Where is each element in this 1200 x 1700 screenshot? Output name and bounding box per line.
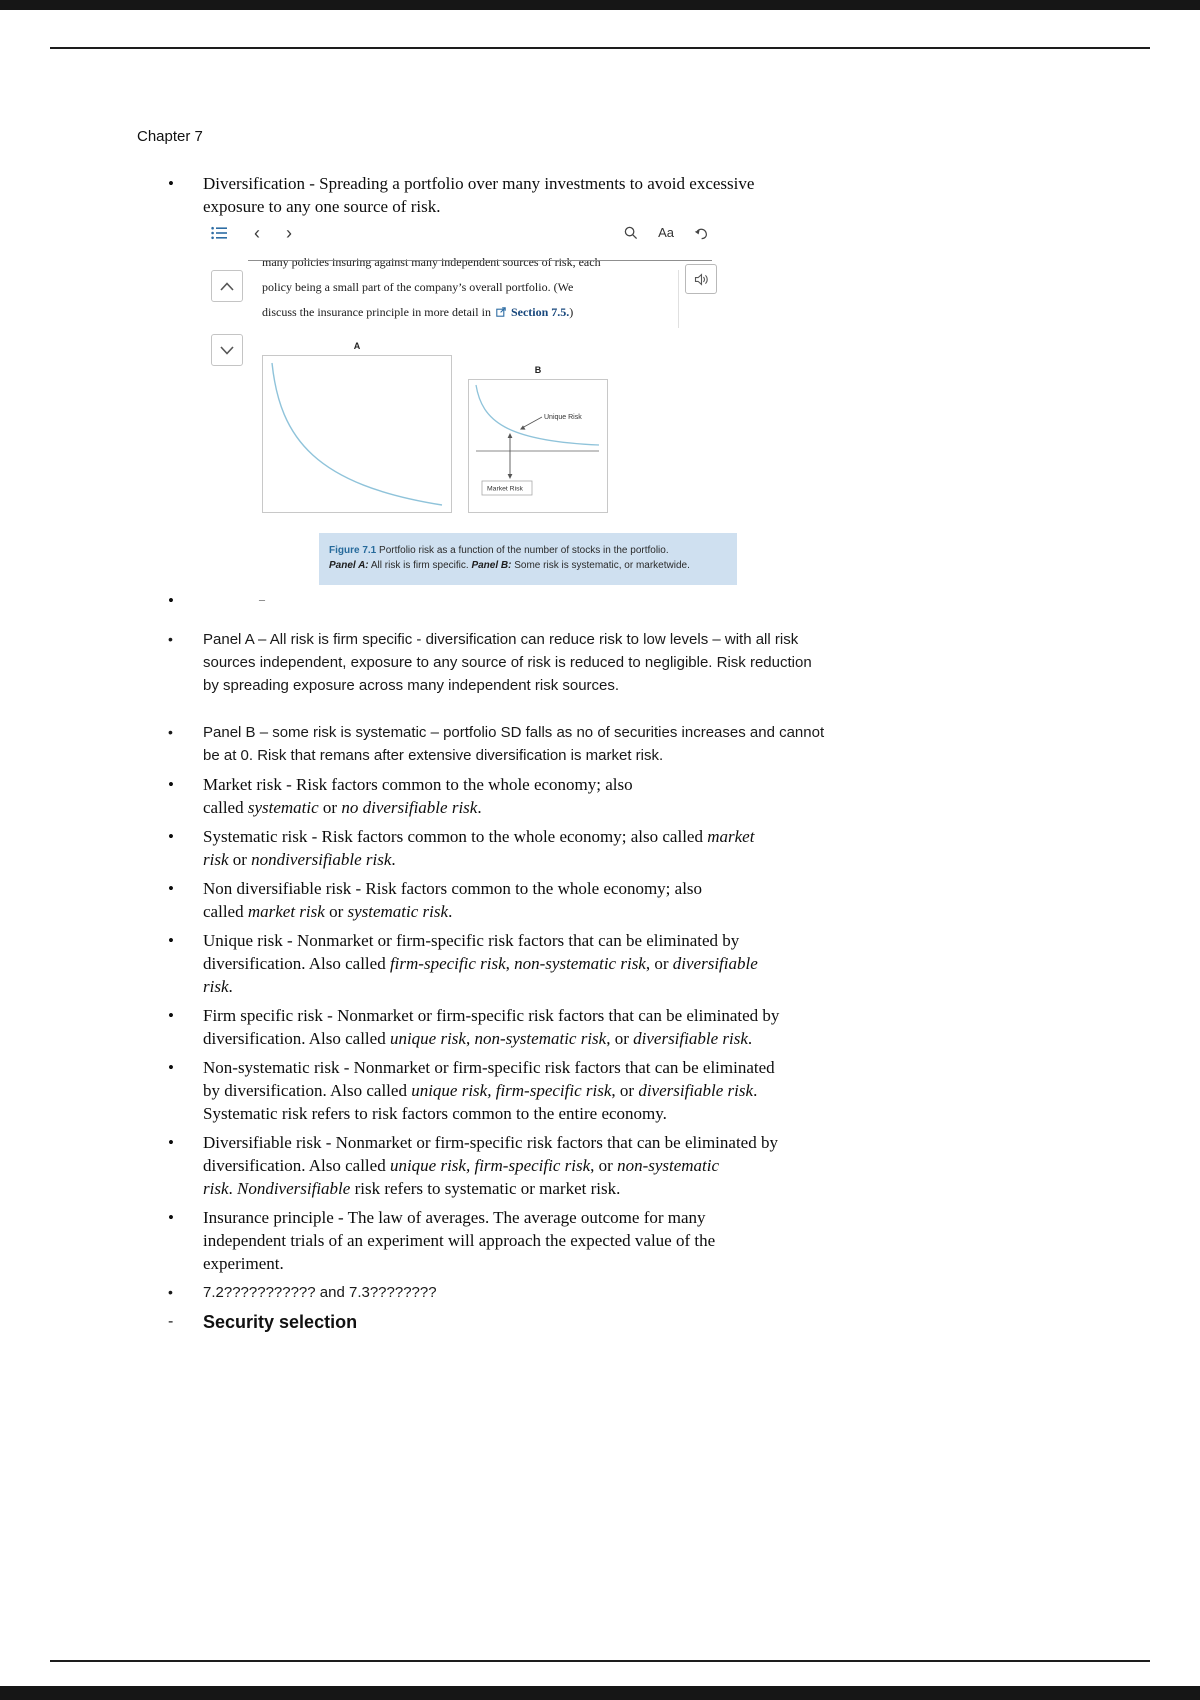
bullet-marker: • xyxy=(168,827,174,846)
notes-list-bottom xyxy=(137,589,1057,1334)
scroll-up-button[interactable] xyxy=(211,270,243,302)
bullet-text: – xyxy=(259,592,265,606)
page-top-rule xyxy=(50,47,1150,49)
figure-caption-label: Figure 7.1 xyxy=(329,545,377,556)
panel-b-chart xyxy=(468,379,608,513)
figure-panels xyxy=(262,340,666,513)
panel-a-caption-text: All risk is firm specific. xyxy=(370,560,469,571)
page-content xyxy=(137,128,1057,1340)
reader-toolbar-right xyxy=(624,226,709,240)
bullet-text: Unique risk - Nonmarket or firm-specific risk factors that can be eliminated by diversification. Also called firm-specific risk, non-systematic risk, or diversifiable risk. xyxy=(203,931,758,996)
bullet-text: Non diversifiable risk - Risk factors common to the whole economy; also called market risk or systematic risk. xyxy=(203,879,703,921)
bullet-text: Panel A – All risk is firm specific - diversification can reduce risk to low levels – with all risk sources independent, exposure to any source of risk is reduced to negligible. Risk reduction by spreading exposure across many independent risk sources. xyxy=(203,631,812,694)
undo-icon[interactable] xyxy=(694,227,709,240)
bullet-marker: - xyxy=(168,1313,174,1330)
search-icon[interactable] xyxy=(624,226,638,240)
reader-toolbar xyxy=(205,224,717,248)
bullet-marker: • xyxy=(168,931,174,950)
reader-toolbar-left xyxy=(211,224,292,242)
bullet-text: Non-systematic risk - Nonmarket or firm-specific risk factors that can be eliminated by diversification. Also called unique risk, firm-specific risk, or diversifiable risk. Systematic risk refers to risk factors common to the entire economy. xyxy=(203,1058,775,1123)
list-item xyxy=(137,1056,1057,1125)
toc-icon[interactable] xyxy=(211,226,228,240)
section-link[interactable]: Section 7.5. xyxy=(510,305,570,319)
viewer-top-bar xyxy=(0,0,1200,10)
list-item xyxy=(137,1310,1057,1334)
bullet-text: Systematic risk - Risk factors common to the whole economy; also called market risk or nondiversifiable risk. xyxy=(203,827,755,869)
bullet-marker: • xyxy=(168,1058,174,1077)
list-item xyxy=(137,1206,1057,1275)
reader-text-column xyxy=(262,250,690,585)
list-item xyxy=(137,721,1057,767)
list-item xyxy=(137,825,1057,871)
bullet-text: Market risk - Risk factors common to the whole economy; also called systematic or no diversifiable risk. xyxy=(203,775,633,817)
list-item xyxy=(137,1004,1057,1050)
panel-a-caption-label: Panel A: xyxy=(329,560,369,571)
panel-b-caption-label: Panel B: xyxy=(471,560,512,571)
reader-pane-divider xyxy=(678,270,679,328)
bullet-marker: • xyxy=(168,1006,174,1025)
bullet-text: Diversification - Spreading a portfolio over many investments to avoid excessive exposure to any one source of risk. xyxy=(203,174,755,216)
svg-text:Market Risk: Market Risk xyxy=(487,485,523,493)
bullet-text: Firm specific risk - Nonmarket or firm-specific risk factors that can be eliminated by diversification. Also called unique risk, non-systematic risk, or diversifiable risk. xyxy=(203,1006,780,1048)
list-item xyxy=(137,929,1057,998)
bullet-marker: • xyxy=(168,879,174,898)
panel-b-letter: B xyxy=(534,365,542,375)
list-item xyxy=(137,1131,1057,1200)
paragraph-line: policy being a small part of the company’s overall portfolio. (We xyxy=(262,280,574,294)
panel-a-chart xyxy=(262,355,452,513)
bullet-text: Security selection xyxy=(203,1312,358,1332)
bullet-marker: • xyxy=(168,1133,174,1152)
bullet-marker: • xyxy=(168,174,174,193)
panel-b-caption-text: Some risk is systematic, or marketwide. xyxy=(514,560,690,571)
panel-a xyxy=(262,340,452,513)
bullet-text: Insurance principle - The law of averages. The average outcome for many independent trials of an experiment will approach the expected value of the experiment. xyxy=(203,1208,716,1273)
bullet-marker: • xyxy=(168,631,173,647)
clipped-text-line: many policies insuring against many independent sources of risk, each xyxy=(262,250,666,275)
text-size-icon[interactable]: Aa xyxy=(658,225,674,240)
notes-list-top xyxy=(137,172,1057,218)
embedded-reader-screenshot xyxy=(205,224,717,585)
page-title: Chapter 7 xyxy=(137,128,203,145)
list-item xyxy=(137,589,1057,612)
bullet-marker: • xyxy=(168,775,174,794)
scroll-down-button[interactable] xyxy=(211,334,243,366)
svg-text:Unique Risk: Unique Risk xyxy=(544,414,582,421)
bullet-text: Diversifiable risk - Nonmarket or firm-specific risk factors that can be eliminated by diversification. Also called unique risk, firm-specific risk, or non-systematic risk. Nondiversifiable risk refers to systematic or market risk. xyxy=(203,1133,778,1198)
panel-a-letter: A xyxy=(353,341,361,351)
panel-b xyxy=(468,364,608,513)
external-link-icon xyxy=(496,301,506,326)
read-aloud-button[interactable] xyxy=(685,264,717,294)
list-item xyxy=(137,877,1057,923)
list-item xyxy=(137,628,1057,697)
bullet-text: 7.2??????????? and 7.3???????? xyxy=(203,1284,437,1301)
paragraph-line: discuss the insurance principle in more detail in Section 7.5.) xyxy=(262,300,666,326)
bullet-text: Panel B – some risk is systematic – portfolio SD falls as no of securities increases and cannot be at 0. Risk that remans after extensive diversification is market risk. xyxy=(203,724,825,764)
page-forward-icon[interactable]: › xyxy=(286,223,292,243)
figure-caption xyxy=(319,533,737,585)
bullet-marker: • xyxy=(168,1284,173,1300)
bullet-marker: • xyxy=(168,1208,174,1227)
list-item xyxy=(137,172,1057,218)
bullet-marker: • xyxy=(168,591,174,610)
page-back-icon[interactable]: ‹ xyxy=(254,223,260,243)
page-bottom-rule xyxy=(50,1660,1150,1662)
bullet-marker: • xyxy=(168,724,173,740)
list-item xyxy=(137,1281,1057,1304)
reader-paragraph xyxy=(262,250,666,326)
reader-body xyxy=(205,248,717,585)
figure-caption-text: Portfolio risk as a function of the number of stocks in the portfolio. xyxy=(379,545,669,556)
viewer-bottom-bar xyxy=(0,1686,1200,1700)
list-item xyxy=(137,773,1057,819)
